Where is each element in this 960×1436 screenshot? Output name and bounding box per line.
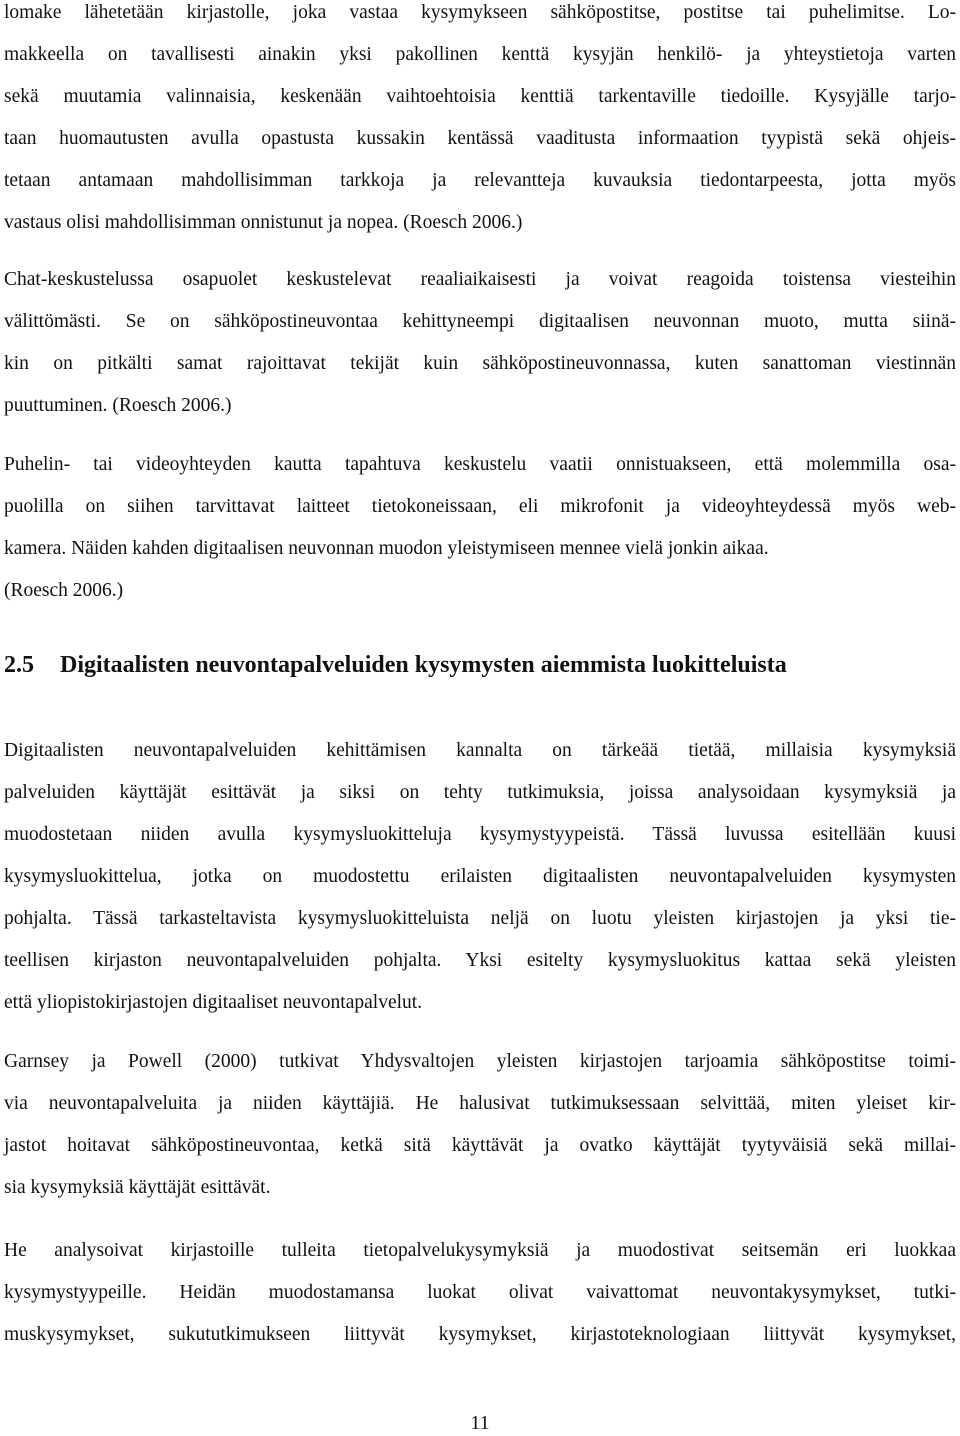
page-number: 11 xyxy=(470,1412,490,1434)
text-line: puuttuminen. (Roesch 2006.) xyxy=(4,395,232,416)
paragraph-2 xyxy=(4,259,956,427)
text-line: kamera. Näiden kahden digitaalisen neuvonnan muodon yleistymiseen mennee vielä jonkin aikaa. xyxy=(4,538,769,559)
text-line: sekä muutamia valinnaisia, keskenään vaihtoehtoisia kenttiä tarkentaville tiedoille. Kysyjälle tarjo- xyxy=(4,86,956,107)
text-line: että yliopistokirjastojen digitaaliset neuvontapalvelut. xyxy=(4,992,423,1013)
text-line: muodostetaan niiden avulla kysymysluokitteluja kysymystyypeistä. Tässä luvussa esitellään kuusi xyxy=(4,824,956,845)
text-line: vastaus olisi mahdollisimman onnistunut ja nopea. (Roesch 2006.) xyxy=(4,212,523,233)
text-line: välittömästi. Se on sähköpostineuvontaa kehittyneempi digitaalisen neuvonnan muoto, mutta siinä- xyxy=(4,311,956,332)
text-line: via neuvontapalveluita ja niiden käyttäjiä. He halusivat tutkimuksessaan selvittää, miten yleiset kir- xyxy=(4,1093,956,1114)
text-line: kin on pitkälti samat rajoittavat tekijät kuin sähköpostineuvonnassa, kuten sanattoman viestinnän xyxy=(4,353,956,374)
text-line: teellisen kirjaston neuvontapalveluiden pohjalta. Yksi esitelty kysymysluokitus kattaa sekä yleisten xyxy=(4,950,956,971)
paragraph-1 xyxy=(4,0,956,244)
text-line: taan huomautusten avulla opastusta kussakin kentässä vaaditusta informaation tyypistä sekä ohjeis- xyxy=(4,128,956,149)
text-line: puolilla on siihen tarvittavat laitteet tietokoneissaan, eli mikrofonit ja videoyhteydessä myös web- xyxy=(4,496,956,517)
section-number: 2.5 xyxy=(4,652,34,678)
text-line: makkeella on tavallisesti ainakin yksi pakollinen kenttä kysyjän henkilö- ja yhteystietoja varten xyxy=(4,44,956,65)
text-line: pohjalta. Tässä tarkasteltavista kysymysluokitteluista neljä on luotu yleisten kirjastojen ja yksi tie- xyxy=(4,908,956,929)
text-line: jastot hoitavat sähköpostineuvontaa, ketkä sitä käyttävät ja ovatko käyttäjät tyytyväisiä sekä millai- xyxy=(4,1135,956,1156)
section-heading xyxy=(4,652,787,679)
text-line: palveluiden käyttäjät esittävät ja siksi on tehty tutkimuksia, joissa analysoidaan kysymyksiä ja xyxy=(4,782,956,803)
text-line: kysymysluokittelua, jotka on muodostettu erilaisten digitaalisten neuvontapalveluiden kysymysten xyxy=(4,866,956,887)
text-line: Puhelin- tai videoyhteyden kautta tapahtuva keskustelu vaatii onnistuakseen, että molemmilla osa- xyxy=(4,454,956,475)
text-line: Garnsey ja Powell (2000) tutkivat Yhdysvaltojen yleisten kirjastojen tarjoamia sähköpostitse toimi- xyxy=(4,1051,956,1072)
paragraph-5 xyxy=(4,1041,956,1209)
text-line: muskysymykset, sukututkimukseen liittyvät kysymykset, kirjastoteknologiaan liittyvät kysymykset, xyxy=(4,1324,956,1345)
paragraph-6 xyxy=(4,1230,956,1356)
text-line: sia kysymyksiä käyttäjät esittävät. xyxy=(4,1177,271,1198)
text-line: Digitaalisten neuvontapalveluiden kehittämisen kannalta on tärkeää tietää, millaisia kysymyksiä xyxy=(4,740,956,761)
text-line: lomake lähetetään kirjastolle, joka vastaa kysymykseen sähköpostitse, postitse tai puhelimitse. Lo- xyxy=(4,2,956,23)
section-title: Digitaalisten neuvontapalveluiden kysymysten aiemmista luokitteluista xyxy=(60,652,787,678)
text-line: tetaan antamaan mahdollisimman tarkkoja ja relevantteja kuvauksia tiedontarpeesta, jotta myös xyxy=(4,170,956,191)
paragraph-4 xyxy=(4,730,956,1024)
text-line: He analysoivat kirjastoille tulleita tietopalvelukysymyksiä ja muodostivat seitsemän eri luokkaa xyxy=(4,1240,956,1261)
paragraph-3 xyxy=(4,444,956,612)
text-line: (Roesch 2006.) xyxy=(4,580,124,601)
text-line: Chat-keskustelussa osapuolet keskustelevat reaaliaikaisesti ja voivat reagoida toistensa viesteihin xyxy=(4,269,956,290)
text-line: kysymystyypeille. Heidän muodostamansa luokat olivat vaivattomat neuvontakysymykset, tutki- xyxy=(4,1282,956,1303)
